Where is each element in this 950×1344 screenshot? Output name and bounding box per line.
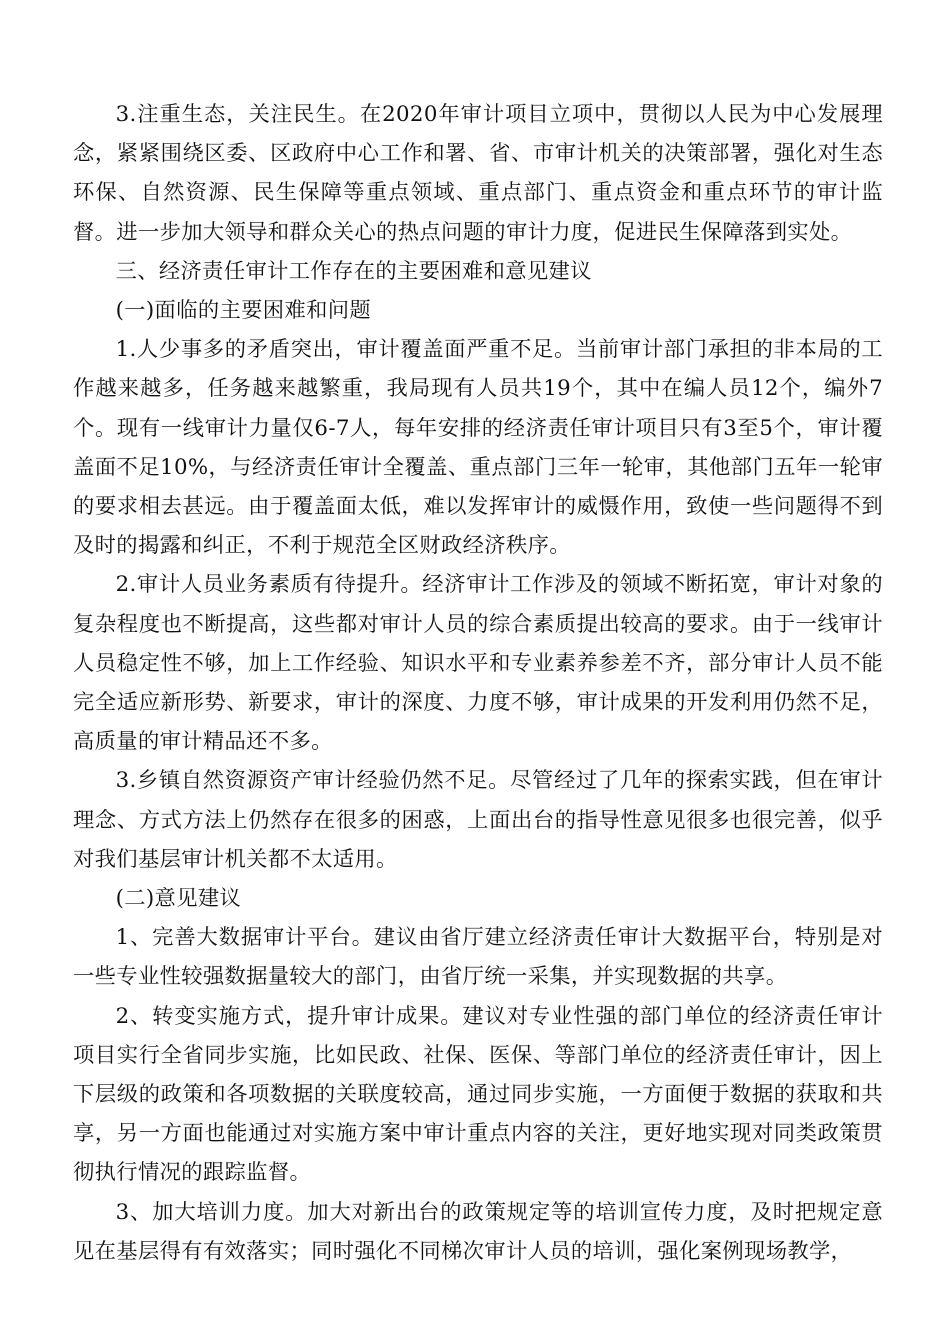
paragraph-training: 3、加大培训力度。加大对新出台的政策规定等的培训宣传力度，及时把规定意见在基层得有有效落实；同时强化不同梯次审计人员的培训，强化案例现场教学， xyxy=(73,1199,883,1264)
subheading-main-difficulties: (一)面临的主要困难和问题 xyxy=(115,298,372,324)
subheading-suggestions: (二)意见建议 xyxy=(115,886,242,912)
paragraph-implementation-method: 2、转变实施方式，提升审计成果。建议对专业性强的部门单位的经济责任审计项目实行全省同步实施，比如民政、社保、医保、等部门单位的经济责任审计，因上下层级的政策和各项数据的关联度较高，通过同步实施，一方面便于数据的获取和共享，另一方面也能通过对实施方案中审计重点内容的关注，更好地实现对同类政策贯彻执行情况的跟踪监督。 xyxy=(73,1003,883,1186)
paragraph-staff-quality: 2.审计人员业务素质有待提升。经济审计工作涉及的领域不断拓宽，审计对象的复杂程度也不断提高，这些都对审计人员的综合素质提出较高的要求。由于一线审计人员稳定性不够，加上工作经验、知识水平和专业素养参差不齐，部分审计人员不能完全适应新形势、新要求，审计的深度、力度不够，审计成果的开发利用仍然不足，高质量的审计精品还不多。 xyxy=(73,572,883,755)
paragraph-big-data-platform: 1、完善大数据审计平台。建议由省厅建立经济责任审计大数据平台，特别是对一些专业性较强数据量较大的部门，由省厅统一采集，并实现数据的共享。 xyxy=(73,925,883,990)
paragraph-township-resources: 3.乡镇自然资源资产审计经验仍然不足。尽管经过了几年的探索实践，但在审计理念、方式方法上仍然存在很多的困惑，上面出台的指导性意见很多也很完善，似乎对我们基层审计机关都不太适用。 xyxy=(73,768,883,872)
section-heading-difficulties-suggestions: 三、经济责任审计工作存在的主要困难和意见建议 xyxy=(115,258,592,284)
paragraph-staff-shortage: 1.人少事多的矛盾突出，审计覆盖面严重不足。当前审计部门承担的非本局的工作越来越多，任务越来越繁重，我局现有人员共19个，其中在编人员12个，编外7个。现有一线审计力量仅6-7人，每年安排的经济责任审计项目只有3至5个，审计覆盖面不足10%，与经济责任审计全覆盖、重点部门三年一轮审，其他部门五年一轮审的要求相去甚远。由于覆盖面太低，难以发挥审计的威慑作用，致使一些问题得不到及时的揭露和纠正，不利于规范全区财政经济秩序。 xyxy=(73,337,883,559)
paragraph-eco-livelihood: 3.注重生态，关注民生。在2020年审计项目立项中，贯彻以人民为中心发展理念，紧紧围绕区委、区政府中心工作和署、省、市审计机关的决策部署，强化对生态环保、自然资源、民生保障等重点领域、重点部门、重点资金和重点环节的审计监督。进一步加大领导和群众关心的热点问题的审计力度，促进民生保障落到实处。 xyxy=(73,102,883,245)
document-body xyxy=(73,95,883,1271)
